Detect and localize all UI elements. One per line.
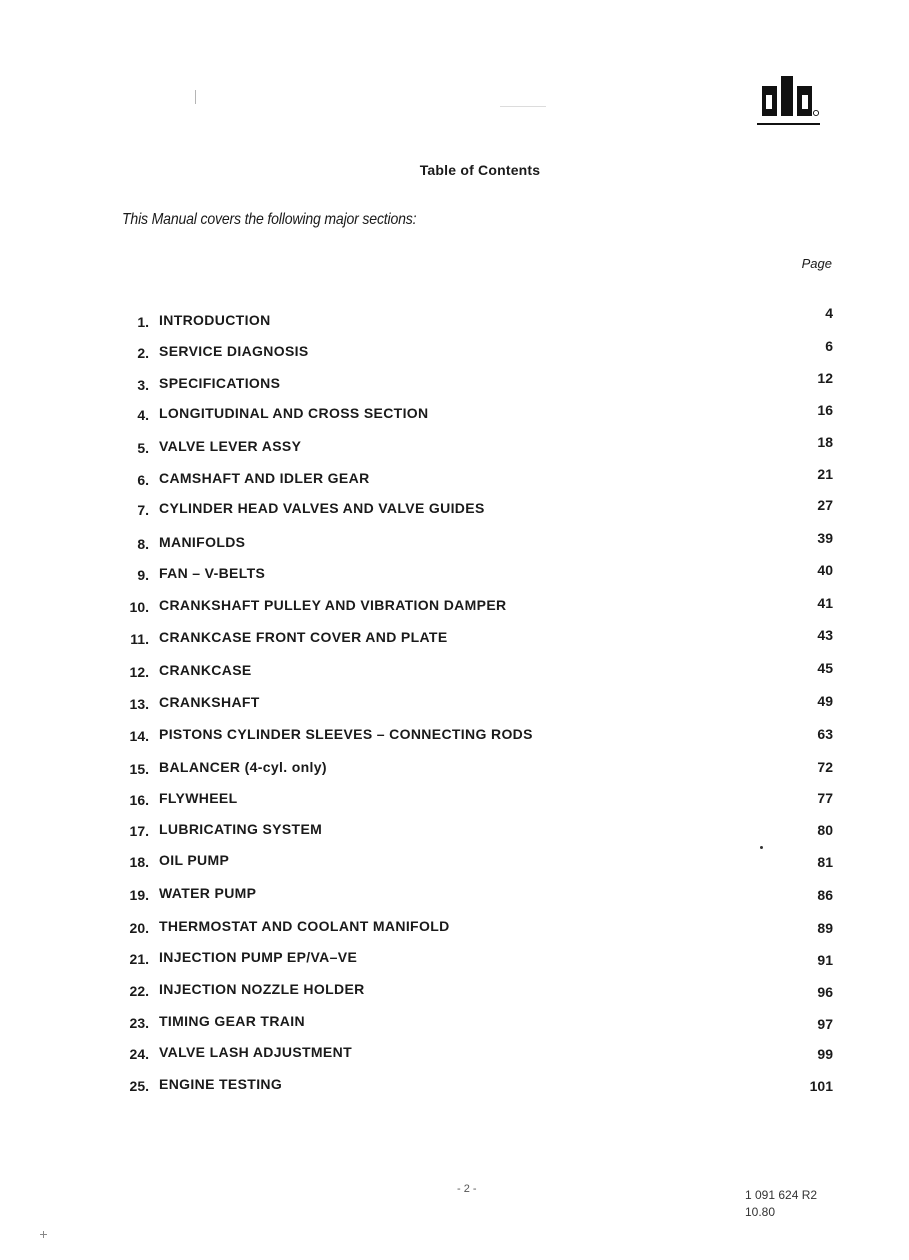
toc-title: VALVE LEVER ASSY: [159, 438, 302, 454]
toc-entry[interactable]: [0, 629, 909, 651]
toc-title: INJECTION NOZZLE HOLDER: [159, 981, 365, 997]
toc-entry[interactable]: [0, 1044, 909, 1066]
toc-entry[interactable]: [0, 726, 909, 748]
toc-page-number: 89: [817, 920, 833, 936]
toc-page-number: 97: [817, 1016, 833, 1032]
toc-page-number: 99: [817, 1046, 833, 1062]
toc-entry[interactable]: [0, 466, 909, 492]
toc-title: BALANCER (4-cyl. only): [159, 759, 327, 775]
toc-page-number: 4: [825, 305, 833, 321]
toc-entry[interactable]: [0, 662, 909, 684]
toc-entry[interactable]: [0, 305, 909, 334]
toc-entry[interactable]: [0, 1013, 909, 1035]
toc-number: 1.: [137, 314, 149, 330]
toc-title: OIL PUMP: [159, 852, 230, 868]
toc-title: FLYWHEEL: [159, 790, 238, 806]
toc-title: THERMOSTAT AND COOLANT MANIFOLD: [159, 918, 450, 934]
toc-title: CYLINDER HEAD VALVES AND VALVE GUIDES: [159, 500, 485, 516]
toc-number: 15.: [129, 761, 149, 777]
toc-title: VALVE LASH ADJUSTMENT: [159, 1044, 352, 1060]
toc-number: 21.: [129, 951, 149, 967]
toc-entry[interactable]: [0, 530, 909, 556]
toc-number: 9.: [137, 567, 149, 583]
toc-number: 2.: [137, 345, 149, 361]
toc-entry[interactable]: [0, 981, 909, 1003]
toc-page-number: 49: [817, 693, 833, 709]
toc-entry[interactable]: [0, 852, 909, 874]
intro-text: This Manual covers the following major sections:: [122, 211, 417, 228]
toc-page-number: 77: [817, 790, 833, 806]
page-title: Table of Contents: [419, 162, 541, 178]
toc-page-number: 43: [817, 627, 833, 643]
toc-number: 24.: [129, 1046, 149, 1062]
toc-title: CRANKSHAFT PULLEY AND VIBRATION DAMPER: [159, 597, 507, 613]
toc-page-number: 72: [817, 759, 833, 775]
toc-number: 3.: [137, 377, 149, 393]
toc-number: 8.: [137, 536, 149, 552]
toc-page-number: 81: [817, 854, 833, 870]
toc-entry[interactable]: [0, 497, 909, 522]
toc-entry[interactable]: [0, 759, 909, 781]
toc-page-number: 63: [817, 726, 833, 742]
toc-number: 16.: [129, 792, 149, 808]
toc-entry[interactable]: [0, 434, 909, 460]
toc-page-number: 86: [817, 887, 833, 903]
toc-page-number: 6: [825, 338, 833, 354]
toc-page-number: 101: [809, 1078, 833, 1094]
toc-title: INTRODUCTION: [159, 312, 271, 328]
toc-page-number: 96: [817, 984, 833, 1000]
toc-page-number: 80: [817, 822, 833, 838]
toc-entry[interactable]: [0, 402, 909, 427]
page-column-header: Page: [801, 256, 832, 271]
toc-title: WATER PUMP: [159, 885, 257, 901]
toc-number: 17.: [129, 823, 149, 839]
toc-page-number: 39: [817, 530, 833, 546]
toc-title: INJECTION PUMP EP/VA–VE: [159, 949, 358, 965]
toc-title: SPECIFICATIONS: [159, 375, 281, 391]
toc-number: 6.: [137, 472, 149, 488]
document-date: 10.80: [745, 1205, 776, 1219]
toc-number: 13.: [129, 696, 149, 712]
toc-number: 20.: [129, 920, 149, 936]
toc-entry[interactable]: [0, 885, 909, 907]
toc-number: 11.: [130, 631, 149, 647]
toc-number: 19.: [129, 887, 149, 903]
toc-entry[interactable]: [0, 949, 909, 971]
toc-number: 25.: [129, 1078, 149, 1094]
toc-title: CRANKCASE: [159, 662, 252, 678]
toc-entry[interactable]: [0, 1076, 909, 1098]
toc-entry[interactable]: [0, 790, 909, 812]
toc-title: CAMSHAFT AND IDLER GEAR: [159, 470, 370, 486]
toc-title: TIMING GEAR TRAIN: [159, 1013, 305, 1029]
toc-number: 4.: [137, 407, 149, 423]
toc-page-number: 45: [817, 660, 833, 676]
toc-entry[interactable]: [0, 597, 909, 619]
toc-number: 23.: [129, 1015, 149, 1031]
toc-page-number: 27: [817, 497, 833, 513]
toc-page-number: 21: [817, 466, 833, 482]
toc-title: PISTONS CYLINDER SLEEVES – CONNECTING RODS: [159, 726, 533, 742]
toc-number: 12.: [129, 664, 149, 680]
toc-title: CRANKCASE FRONT COVER AND PLATE: [159, 629, 448, 645]
document-id: [745, 1187, 817, 1221]
toc-title: SERVICE DIAGNOSIS: [159, 343, 309, 359]
toc-title: ENGINE TESTING: [159, 1076, 283, 1092]
toc-entry[interactable]: [0, 694, 909, 716]
toc-entry[interactable]: [0, 370, 909, 397]
document-number: 1 091 624 R2: [745, 1188, 818, 1202]
toc-number: 22.: [129, 983, 149, 999]
toc-page-number: 16: [817, 402, 833, 418]
toc-number: 5.: [137, 440, 149, 456]
footer-page-number: - 2 -: [457, 1183, 477, 1195]
toc-page-number: 40: [817, 562, 833, 578]
toc-number: 18.: [129, 854, 149, 870]
toc-title: LUBRICATING SYSTEM: [159, 821, 323, 837]
toc-page-number: 91: [817, 952, 833, 968]
toc-number: 14.: [129, 728, 149, 744]
toc-page-number: 12: [817, 370, 833, 386]
toc-title: MANIFOLDS: [159, 534, 246, 550]
toc-entry[interactable]: [0, 338, 909, 365]
toc-title: CRANKSHAFT: [159, 694, 260, 710]
toc-entry[interactable]: [0, 821, 909, 843]
toc-number: 10.: [129, 599, 149, 615]
toc-title: LONGITUDINAL AND CROSS SECTION: [159, 405, 429, 421]
toc-page-number: 18: [817, 434, 833, 450]
toc-title: FAN – V-BELTS: [159, 565, 266, 581]
toc-number: 7.: [137, 502, 149, 518]
toc-entry[interactable]: [0, 918, 909, 940]
toc-page-number: 41: [817, 595, 833, 611]
toc-entry[interactable]: [0, 562, 909, 587]
